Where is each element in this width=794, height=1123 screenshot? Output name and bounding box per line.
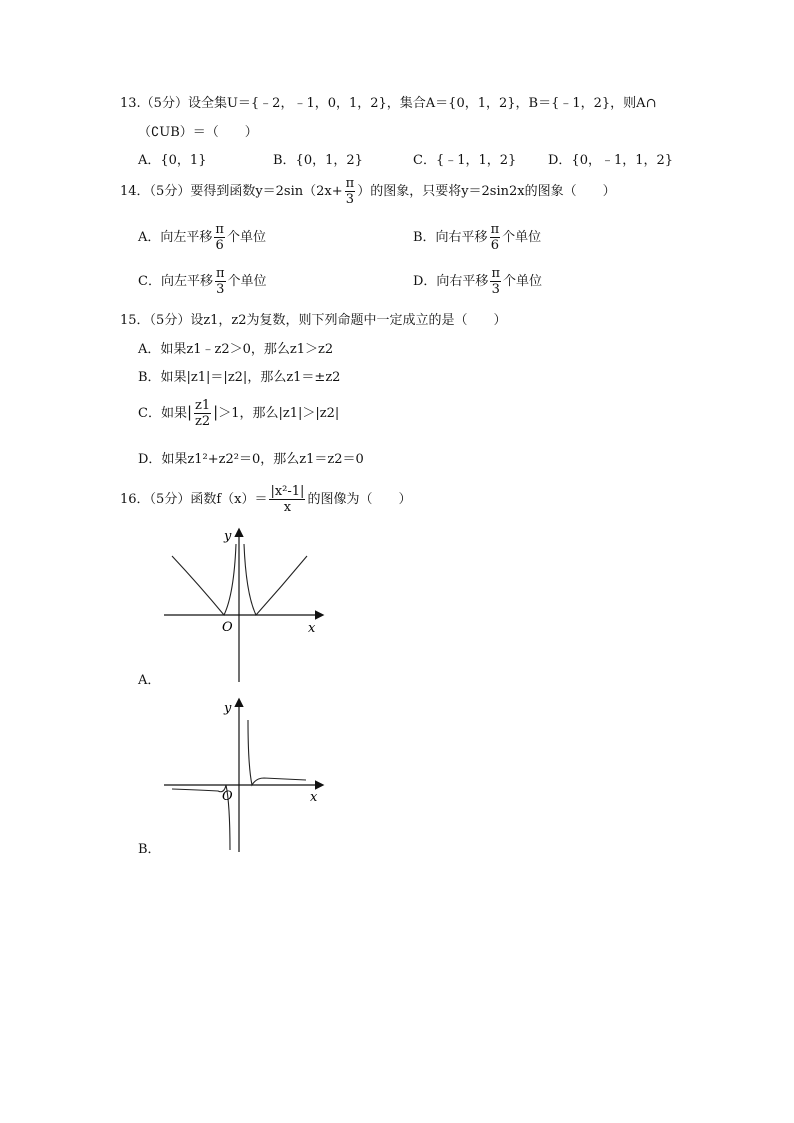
q14-stem xyxy=(120,176,616,207)
q14-fraction xyxy=(345,176,356,207)
q14-prefix: 14．（5分）要得到函数y＝2sin（2x+ xyxy=(120,184,343,199)
origin-label: O xyxy=(222,789,233,804)
q16-label-b: B． xyxy=(138,842,161,857)
abs-bar-right: | xyxy=(213,403,219,421)
q13-option-a: A．{0，1} xyxy=(138,153,207,168)
q15-stem: 15．（5分）设z1，z2为复数，则下列命题中一定成立的是（ ） xyxy=(120,313,507,328)
q15-option-c: C．如果| $\frac{z1}{z2}$ |＞1，那么|z1|＞|z2| xyxy=(138,398,340,429)
q14-frac-den: 3 xyxy=(345,192,355,207)
graph-a xyxy=(160,524,330,686)
q15-option-a: A．如果z1﹣z2＞0，那么z1＞z2 xyxy=(138,342,334,357)
q15-fraction: $\frac{z1}{z2}$ xyxy=(195,398,211,429)
q14-option-d: D．向右平移 $\frac{\pi}{3}$ 个单位 xyxy=(413,266,542,297)
q16-stem: 16．（5分）函数f（x）＝ $\frac{\text{|x²-1|}}{x}$ 的图像为（ ） xyxy=(120,484,412,515)
q15-option-b: B．如果|z1|＝|z2|，那么z1＝±z2 xyxy=(138,370,341,385)
q14-frac-num: π xyxy=(345,176,355,191)
q13-option-c: C．{﹣1，1，2} xyxy=(413,153,517,168)
origin-label: O xyxy=(222,620,233,635)
q16-label-a: A． xyxy=(138,673,161,688)
abs-bar-left: | xyxy=(186,403,193,421)
q15-option-d: D．如果z1²+z2²＝0，那么z1＝z2＝0 xyxy=(138,452,364,467)
curve-right xyxy=(244,544,307,615)
x-axis-label: x xyxy=(308,621,316,636)
q13-stem-cont: （∁UB）＝（ ） xyxy=(138,125,258,140)
q14-option-c: C．向左平移 $\frac{\pi}{3}$ 个单位 xyxy=(138,266,267,297)
curve-right xyxy=(248,720,306,785)
curve-left xyxy=(172,544,236,615)
q14-option-a: A．向左平移 $\frac{\pi}{6}$ 个单位 xyxy=(138,222,266,253)
q14-option-b: B．向右平移 $\frac{\pi}{6}$ 个单位 xyxy=(413,222,542,253)
q16-fraction: $\frac{\text{|x²-1|}}{x}$ xyxy=(270,484,305,515)
q13-stem: 13.（5分）设全集U＝{﹣2，﹣1，0，1，2}，集合A＝{0，1，2}，B＝{﹣1，2}，则A∩ xyxy=(120,96,657,111)
y-axis-label: y xyxy=(224,701,232,716)
q13-option-b: B．{0，1，2} xyxy=(273,153,363,168)
q13-option-d: D．{0，﹣1，1，2} xyxy=(548,153,674,168)
graph-b xyxy=(160,694,330,856)
x-axis-label: x xyxy=(310,790,318,805)
y-axis-label: y xyxy=(224,529,232,544)
q14-suffix: ）的图象，只要将y＝2sin2x的图象（ ） xyxy=(357,184,616,199)
